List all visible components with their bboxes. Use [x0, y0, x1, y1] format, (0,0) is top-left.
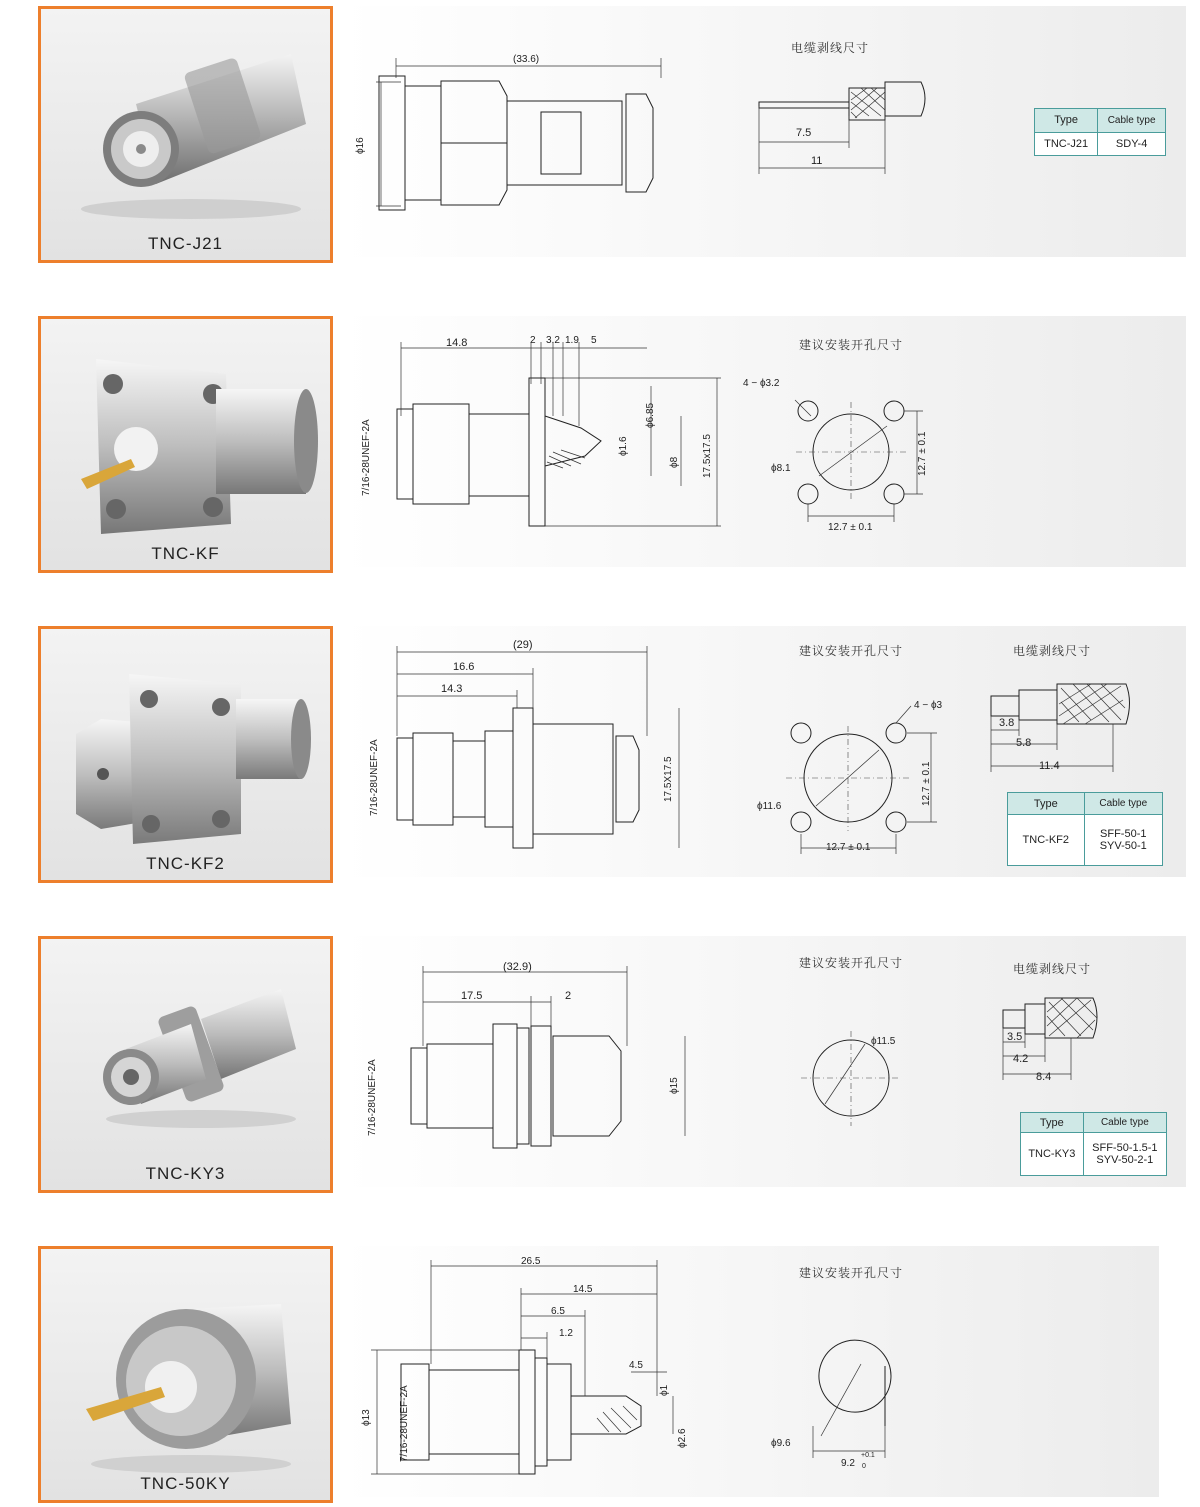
- table-cell-cable: SDY-4: [1098, 132, 1166, 156]
- table-header-cable-type: Cable type: [1084, 793, 1162, 815]
- dimension-label: ϕ1: [659, 1384, 670, 1396]
- hole-dimension-label: ϕ11.5: [871, 1036, 896, 1047]
- hole-dimension-label: 12.7 ± 0.1: [917, 431, 928, 476]
- hole-dimension-label: 12.7 ± 0.1: [828, 522, 873, 533]
- cable-strip-caption: 电缆剥线尺寸: [791, 41, 870, 55]
- dimension-label: 6.5: [551, 1306, 565, 1317]
- dimension-label: 5: [591, 335, 597, 346]
- dimension-label: 26.5: [521, 1256, 541, 1267]
- product-model-label: TNC-KY3: [145, 1164, 226, 1183]
- dimension-drawing: [341, 316, 1186, 567]
- cable-type-table: [1034, 108, 1166, 156]
- mount-hole-caption: 建议安装开孔尺寸: [799, 956, 904, 970]
- product-row-tnc-kf: [0, 316, 1200, 571]
- technical-drawing-panel: [341, 626, 1186, 877]
- hole-dimension-label: 9.2: [841, 1458, 855, 1469]
- dimension-drawing: [341, 1246, 1159, 1497]
- mount-hole-caption: 建议安装开孔尺寸: [799, 1266, 904, 1280]
- dimension-label: 17.5X17.5: [663, 756, 674, 802]
- tnc-plug-icon: [41, 9, 330, 260]
- table-header-cable-type: Cable type: [1098, 109, 1166, 133]
- dimension-label: (33.6): [513, 54, 540, 65]
- cable-type-table: [1007, 792, 1163, 866]
- dimension-label: 16.6: [453, 661, 475, 673]
- table-cell-type: TNC-KF2: [1008, 815, 1085, 866]
- dimension-label: ϕ6.85: [645, 402, 656, 428]
- strip-dimension-label: 3.5: [1007, 1031, 1023, 1043]
- product-model-label: TNC-KF2: [146, 854, 225, 873]
- cable-strip-caption: 电缆剥线尺寸: [1013, 962, 1092, 976]
- cable-type-value: SFF-50-1: [1100, 828, 1147, 840]
- mount-hole-caption: 建议安装开孔尺寸: [799, 644, 904, 658]
- table-header-cable-type: Cable type: [1083, 1113, 1166, 1133]
- table-cell-type: TNC-KY3: [1021, 1133, 1084, 1176]
- table-header-type: Type: [1035, 109, 1098, 133]
- dimension-label: 1.9: [565, 335, 579, 346]
- product-photo-frame: [38, 316, 333, 573]
- dimension-label: 1.2: [559, 1328, 573, 1339]
- strip-dimension-label: 3.8: [999, 717, 1015, 729]
- tolerance-upper-label: +0.1: [861, 1452, 875, 1459]
- product-row-tnc-ky3: [0, 936, 1200, 1191]
- strip-dimension-label: 8.4: [1036, 1071, 1052, 1083]
- dimension-label: 14.3: [441, 683, 463, 695]
- cable-type-value: SYV-50-1: [1099, 840, 1147, 852]
- table-cell-type: TNC-J21: [1035, 132, 1098, 156]
- mount-hole-caption: 建议安装开孔尺寸: [799, 338, 904, 352]
- dimension-label: ϕ8: [669, 456, 680, 468]
- product-photo-frame: [38, 626, 333, 883]
- dimension-label: ϕ15: [669, 1077, 680, 1094]
- dimension-label: ϕ2.6: [677, 1428, 688, 1448]
- dimension-label: 2: [565, 990, 572, 1002]
- dimension-label: 4.5: [629, 1360, 643, 1371]
- tnc-panel-jack-icon: [41, 1249, 330, 1500]
- dimension-label: ϕ16: [355, 137, 366, 154]
- thread-label: 7/16-28UNEF-2A: [399, 1385, 410, 1462]
- cable-type-table: [1020, 1112, 1167, 1176]
- dimension-label: 3.2: [546, 335, 560, 346]
- dimension-label: ϕ1.6: [618, 436, 629, 456]
- cable-type-value: SFF-50-1.5-1: [1092, 1142, 1158, 1154]
- strip-dimension-label: 4.2: [1013, 1053, 1029, 1065]
- dimension-label: ϕ13: [361, 1409, 372, 1426]
- cable-strip-caption: 电缆剥线尺寸: [1013, 644, 1092, 658]
- table-header-type: Type: [1021, 1113, 1084, 1133]
- strip-dimension-label: 5.8: [1016, 737, 1032, 749]
- hole-dimension-label: 12.7 ± 0.1: [921, 761, 932, 806]
- technical-drawing-panel: [341, 936, 1186, 1187]
- thread-label: 7/16-28UNEF-2A: [369, 739, 380, 816]
- dimension-label: (32.9): [503, 961, 532, 973]
- strip-dimension-label: 11: [811, 155, 823, 167]
- thread-label: 7/16-28UNEF-2A: [367, 1059, 378, 1136]
- technical-drawing-panel: [341, 6, 1186, 257]
- thread-label: 7/16-28UNEF-2A: [361, 419, 372, 496]
- product-photo-frame: [38, 6, 333, 263]
- tolerance-lower-label: 0: [862, 1463, 866, 1470]
- cable-type-value: SYV-50-2-1: [1096, 1154, 1154, 1166]
- table-cell-cable: [1083, 1133, 1166, 1176]
- product-photo-frame: [38, 1246, 333, 1503]
- tnc-bulkhead-jack-icon: [41, 939, 330, 1190]
- tnc-flange-jack-icon: [41, 629, 330, 880]
- hole-dimension-label: 4 − ϕ3.2: [743, 378, 780, 389]
- dimension-label: 14.8: [446, 337, 468, 349]
- hole-dimension-label: 4 − ϕ3: [914, 700, 943, 711]
- dimension-label: 17.5x17.5: [702, 434, 713, 478]
- hole-dimension-label: ϕ8.1: [771, 463, 791, 474]
- table-header-type: Type: [1008, 793, 1085, 815]
- product-model-label: TNC-50KY: [140, 1474, 231, 1493]
- hole-dimension-label: ϕ9.6: [771, 1438, 791, 1449]
- dimension-label: 2: [530, 335, 536, 346]
- product-row-tnc-50ky: [0, 1246, 1200, 1501]
- product-row-tnc-kf2: [0, 626, 1200, 881]
- table-cell-cable: [1084, 815, 1162, 866]
- dimension-label: 14.5: [573, 1284, 593, 1295]
- strip-dimension-label: 11.4: [1039, 760, 1060, 772]
- hole-dimension-label: ϕ11.6: [757, 801, 782, 812]
- technical-drawing-panel: [341, 1246, 1159, 1497]
- technical-drawing-panel: [341, 316, 1186, 567]
- tnc-flange-jack-icon: [41, 319, 330, 570]
- dimension-label: 17.5: [461, 990, 483, 1002]
- strip-dimension-label: 7.5: [796, 127, 812, 139]
- product-photo-frame: [38, 936, 333, 1193]
- hole-dimension-label: 12.7 ± 0.1: [826, 842, 871, 853]
- product-model-label: TNC-KF: [151, 544, 220, 563]
- product-model-label: TNC-J21: [147, 234, 223, 253]
- dimension-label: (29): [513, 639, 533, 651]
- product-row-tnc-j21: [0, 6, 1200, 261]
